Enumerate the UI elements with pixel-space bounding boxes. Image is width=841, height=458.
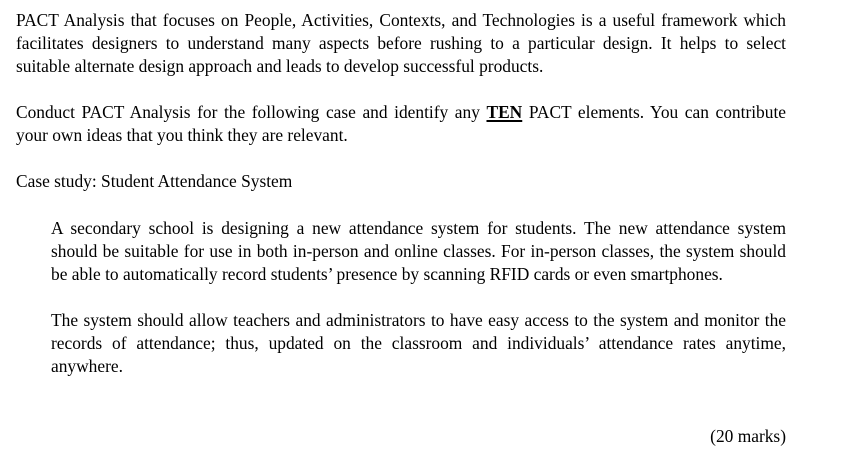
- question-document: [16, 9, 786, 378]
- case-study-paragraph-2: The system should allow teachers and administrators to have easy access to the system and monitor the records of attendance; thus, updated on the classroom and individuals’ attendance rates anytime, anywhere.: [51, 310, 786, 376]
- case-study-paragraph-1: A secondary school is designing a new attendance system for students. The new attendance system should be suitable for use in both in-person and online classes. For in-person classes, the system should be able to automatically record students’ presence by scanning RFID cards or even smartphones.: [51, 218, 786, 284]
- instruction-emphasis: TEN: [486, 102, 523, 122]
- intro-paragraph: PACT Analysis that focuses on People, Activities, Contexts, and Technologies is a useful framework which facilitates designers to understand many aspects before rushing to a particular design. It helps to select suitable alternate design approach and leads to develop successful products.: [16, 10, 786, 76]
- instruction-text-before: Conduct PACT Analysis for the following case and identify any: [16, 102, 487, 122]
- instruction-paragraph: [16, 101, 786, 147]
- marks-label: (20 marks): [710, 426, 786, 446]
- case-study-body: [51, 217, 786, 378]
- case-study-title: Case study: Student Attendance System: [16, 171, 293, 191]
- instruction-text-after: PACT elements. You can contribute your own ideas that you think they are relevant.: [16, 102, 787, 145]
